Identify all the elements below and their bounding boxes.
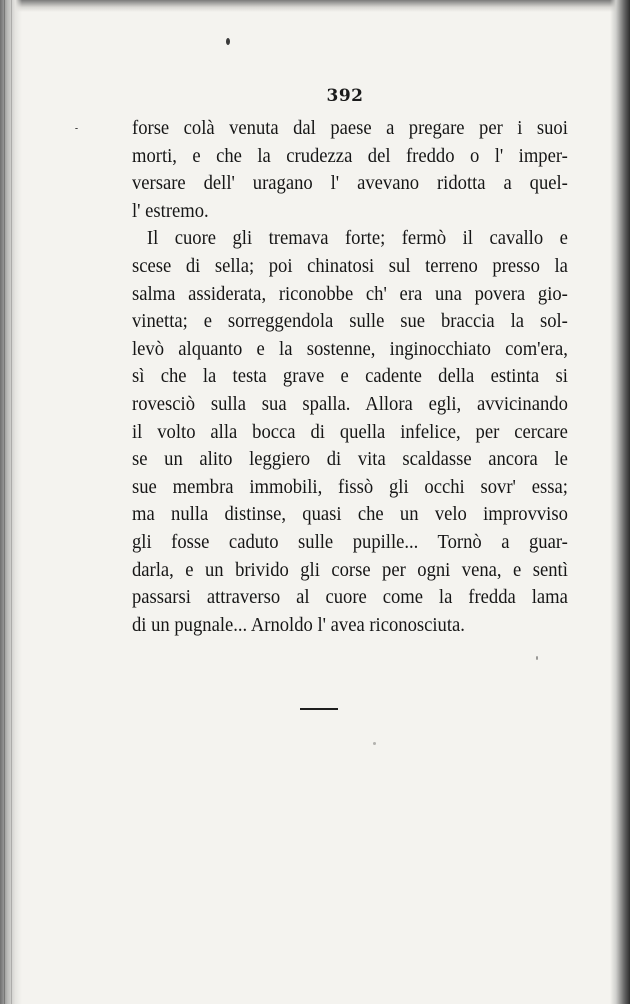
spine-crease-line: [4, 0, 5, 1004]
text-line: darla, e un brivido gli corse per ogni vena, e sentì: [132, 558, 568, 581]
text-line: Il cuore gli tremava forte; fermò il cavallo e: [146, 227, 568, 250]
text-line: passarsi attraverso al cuore come la fredda lama: [132, 586, 568, 609]
ink-speck: [373, 742, 376, 745]
text-line: morti, e che la crudezza del freddo o l' imper-: [132, 144, 568, 167]
text-line: levò alquanto e la sostenne, inginocchiato com'era,: [132, 337, 568, 360]
text-line: sue membra immobili, fissò gli occhi sovr' essa;: [132, 475, 568, 498]
text-line: di un pugnale... Arnoldo l' avea riconosciuta.: [132, 613, 465, 636]
ink-speck: [75, 128, 78, 129]
end-of-chapter-rule: [300, 708, 338, 710]
text-line: se un alito leggiero di vita scaldasse ancora le: [132, 448, 568, 471]
text-line: vinetta; e sorreggendola sulle sue braccia la sol-: [132, 310, 568, 333]
text-line: forse colà venuta dal paese a pregare per i suoi: [132, 117, 568, 139]
spine-crease-line: [11, 0, 12, 1004]
page-number: 392: [326, 86, 364, 106]
page-right-edge-shadow: [610, 0, 630, 1004]
text-line: l' estremo.: [132, 199, 209, 222]
text-line: gli fosse caduto sulle pupille... Tornò a guar-: [132, 530, 568, 553]
text-line: sì che la testa grave e cadente della estinta si: [132, 365, 568, 388]
ink-speck: [226, 38, 230, 45]
text-line: versare dell' uragano l' avevano ridotta a quel-: [132, 172, 568, 195]
text-line: scese di sella; poi chinatosi sul terreno presso la: [132, 254, 568, 277]
text-line: salma assiderata, riconobbe ch' era una povera gio-: [132, 282, 568, 305]
ink-speck: [536, 656, 538, 660]
page-top-edge-shadow: [0, 0, 630, 12]
text-line: il volto alla bocca di quella infelice, per cercare: [132, 420, 568, 443]
text-line: ma nulla distinse, quasi che un velo improvviso: [132, 503, 568, 526]
body-text: [132, 115, 568, 639]
text-line: rovesciò sulla sua spalla. Allora egli, avvicinando: [132, 392, 568, 415]
